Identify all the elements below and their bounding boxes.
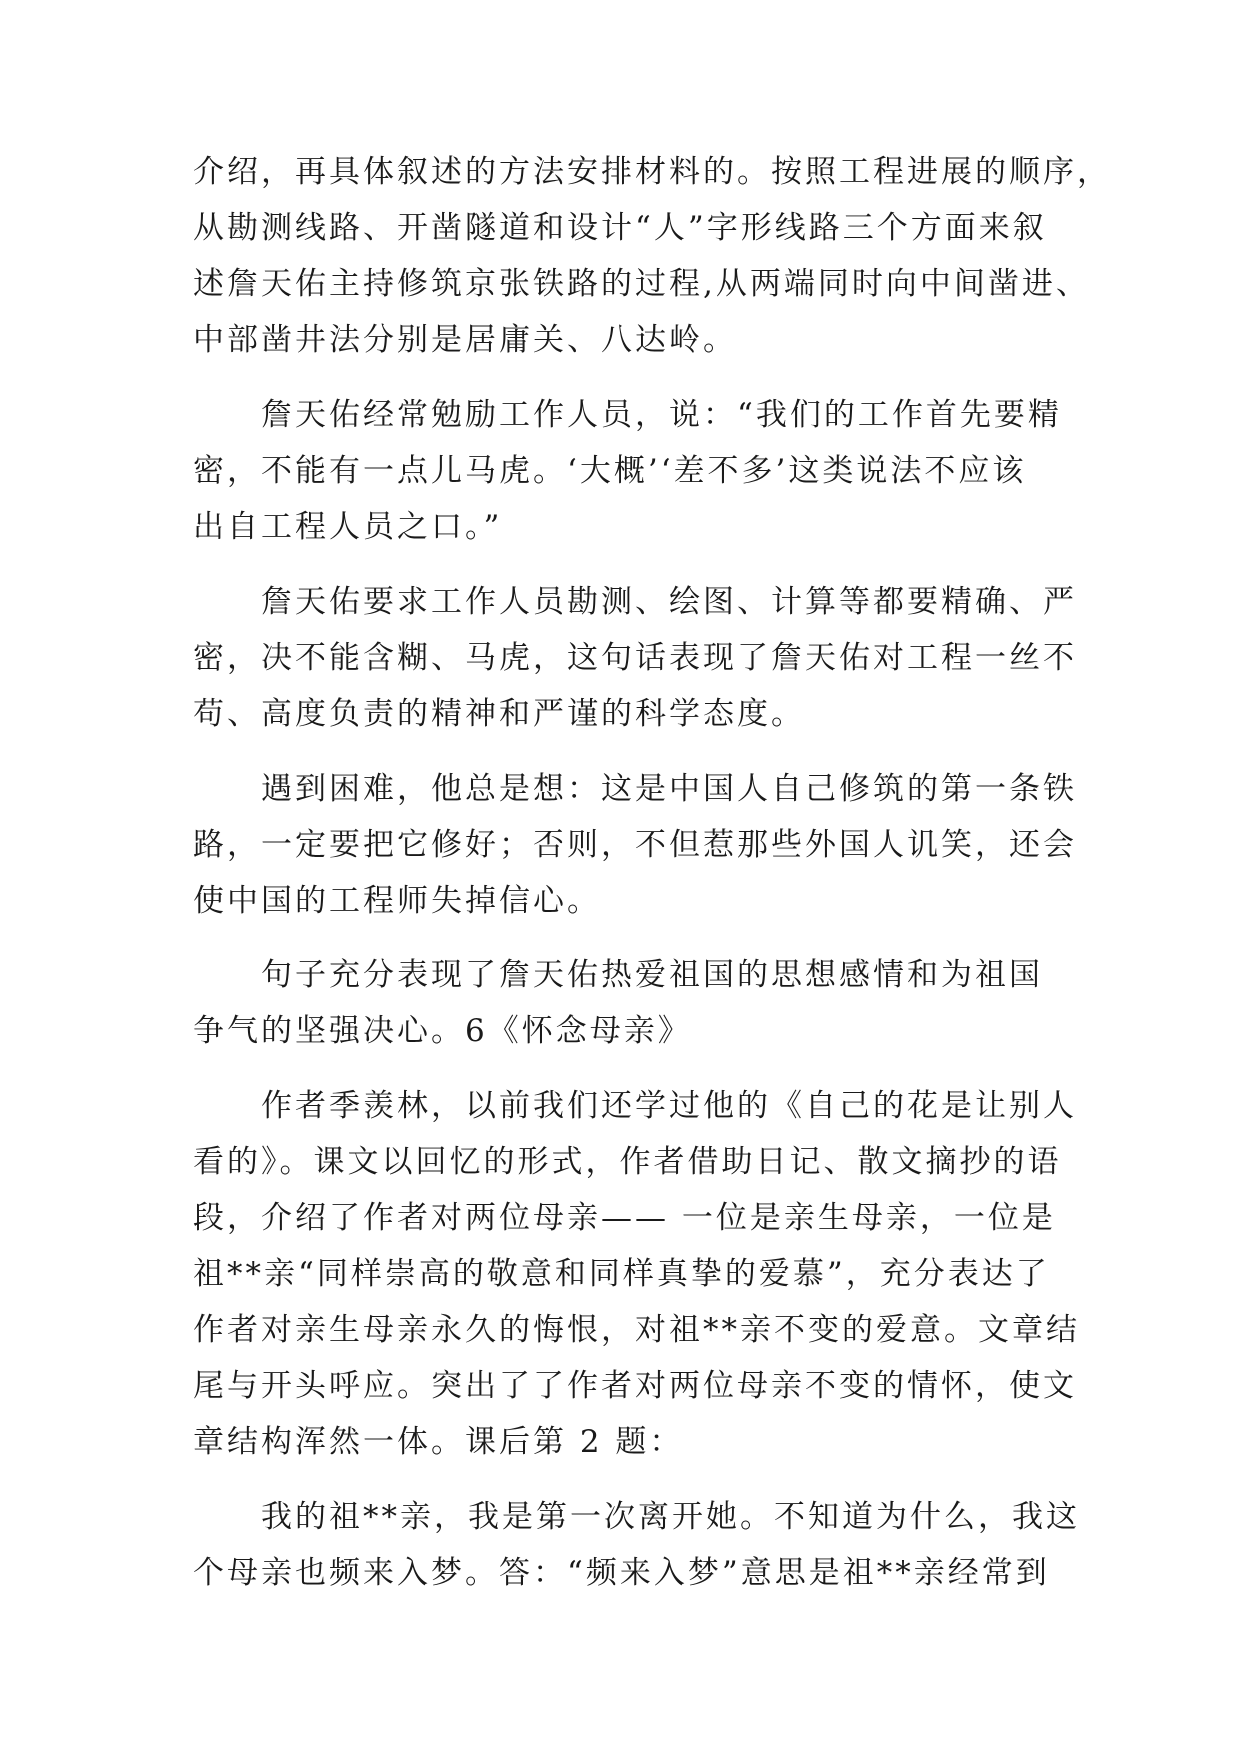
text-line: 从勘测线路、开凿隧道和设计“人”字形线路三个方面来叙 [193,210,1047,246]
text-line: 尾与开头呼应。突出了了作者对两位母亲不变的情怀，使文 [193,1368,1077,1404]
text-line: 使中国的工程师失掉信心。 [193,883,601,919]
text-line: 密，决不能含糊、马虎，这句话表现了詹天佑对工程一丝不 [193,640,1077,676]
text-line: 路，一定要把它修好；否则，不但惹那些外国人讥笑，还会 [193,827,1077,863]
text-line: 个母亲也频来入梦。答：“频来入梦”意思是祖**亲经常到 [193,1555,1050,1591]
text-line: 密，不能有一点儿马虎。‘大概’‘差不多’这类说法不应该 [193,453,1027,489]
text-line: 詹天佑要求工作人员勘测、绘图、计算等都要精确、严 [193,584,1077,620]
text-line: 章结构浑然一体。课后第 2 题： [193,1424,684,1460]
text-line: 争气的坚强决心。6《怀念母亲》 [193,1013,692,1049]
text-line: 苟、高度负责的精神和严谨的科学态度。 [193,696,805,732]
text-line: 作者季羡林，以前我们还学过他的《自己的花是让别人 [193,1088,1077,1124]
text-line: 出自工程人员之口。” [193,509,503,545]
text-line: 作者对亲生母亲永久的悔恨，对祖**亲不变的爱意。文章结 [193,1312,1080,1348]
text-line: 句子充分表现了詹天佑热爱祖国的思想感情和为祖国 [193,957,1043,993]
text-line: 我的祖**亲，我是第一次离开她。不知道为什么，我这 [193,1499,1080,1535]
text-line: 介绍，再具体叙述的方法安排材料的。按照工程进展的顺序， [193,154,1111,190]
text-line: 看的》。课文以回忆的形式，作者借助日记、散文摘抄的语 [193,1144,1062,1180]
text-line: 遇到困难，他总是想：这是中国人自己修筑的第一条铁 [193,771,1077,807]
text-line: 詹天佑经常勉励工作人员，说：“我们的工作首先要精 [193,397,1062,433]
text-line: 祖**亲“同样崇高的敬意和同样真挚的爱慕”，充分表达了 [193,1256,1050,1292]
text-line: 段，介绍了作者对两位母亲—— 一位是亲生母亲，一位是 [193,1200,1056,1236]
text-line: 中部凿井法分别是居庸关、八达岭。 [193,322,737,358]
text-line: 述詹天佑主持修筑京张铁路的过程,从两端同时向中间凿进、 [193,266,1090,302]
